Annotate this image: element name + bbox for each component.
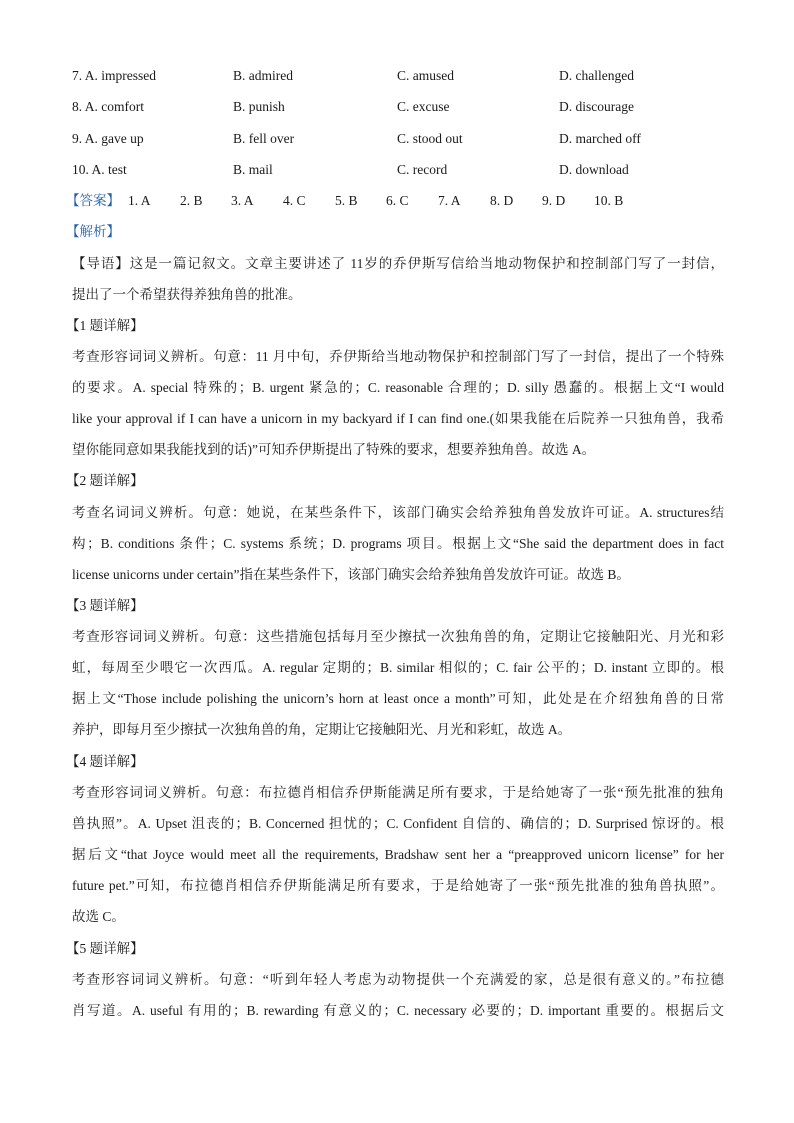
answer-item: 4. C: [283, 193, 306, 208]
option-c: C. stood out: [397, 131, 463, 146]
section-line: 考查名词词义辨析。句意：她说，在某些条件下，该部门确实会给养独角兽发放许可证。A. structures结: [72, 505, 724, 520]
section-line: 据上文“Those include polishing the unicorn’s horn at least once a month”可知，此处是在介绍独角兽的日常: [72, 691, 724, 706]
option-d: D. discourage: [559, 99, 634, 114]
intro-tag: 【导语】: [72, 256, 130, 271]
answer-item: 3. A: [231, 193, 254, 208]
section-line: 考查形容词词义辨析。句意：11 月中旬，乔伊斯给当地动物保护和控制部门写了一封信，提出了一个特殊: [72, 349, 724, 364]
option-b: B. punish: [233, 99, 285, 114]
section-title: 【2 题详解】: [66, 473, 144, 488]
intro-line: 【导语】这是一篇记叙文。文章主要讲述了 11岁的乔伊斯写信给当地动物保护和控制部门写了一封信，: [72, 256, 725, 271]
intro-line: 提出了一个希望获得养独角兽的批准。: [72, 287, 302, 302]
section-line: license unicorns under certain”指在某些条件下，该部门确实会给养独角兽发放许可证。故选 B。: [72, 567, 630, 582]
section-line: 肖写道。A. useful 有用的；B. rewarding 有意义的；C. necessary 必要的；D. important 重要的。根据后文: [72, 1003, 724, 1018]
option-a: 10. A. test: [72, 162, 127, 177]
option-b: B. mail: [233, 162, 273, 177]
answer-key: [66, 191, 624, 211]
section-title: 【1 题详解】: [66, 318, 144, 333]
option-d: D. challenged: [559, 68, 634, 83]
option-a: 9. A. gave up: [72, 131, 144, 146]
section-line: like your approval if I can have a unicorn in my backyard if I can find one.(如果我能在后院养一只独角兽，我希: [72, 411, 724, 426]
option-d: D. marched off: [559, 131, 641, 146]
section-line: 构；B. conditions 条件；C. systems 系统；D. programs 项目。根据上文“She said the department does in fact: [72, 536, 724, 551]
answer-item: 6. C: [386, 193, 409, 208]
section-line: 故选 C。: [72, 909, 125, 924]
option-c: C. record: [397, 162, 448, 177]
answer-item: 9. D: [542, 193, 566, 208]
section-line: 考查形容词词义辨析。句意：这些措施包括每月至少擦拭一次独角兽的角，定期让它接触阳光、月光和彩: [72, 629, 724, 644]
answer-item: 10. B: [594, 193, 624, 208]
section-line: 养护，即每月至少擦拭一次独角兽的角，定期让它接触阳光、月光和彩虹，故选 A。: [72, 722, 572, 737]
option-b: B. fell over: [233, 131, 295, 146]
answer-tag: 【答案】: [66, 193, 120, 208]
section-title: 【5 题详解】: [66, 941, 144, 956]
option-d: D. download: [559, 162, 629, 177]
answer-item: 8. D: [490, 193, 514, 208]
answer-item: 2. B: [180, 193, 203, 208]
section-title: 【4 题详解】: [66, 754, 144, 769]
section-line: 兽执照”。A. Upset 沮丧的；B. Concerned 担忧的；C. Confident 自信的、确信的；D. Surprised 惊讶的。根: [72, 816, 724, 831]
section-line: 据后文“that Joyce would meet all the requirements, Bradshaw sent her a “preapproved unicorn license” for her: [72, 847, 724, 862]
analysis-tag: 【解析】: [66, 224, 120, 239]
section-line: future pet.”可知，布拉德肖相信乔伊斯能满足所有要求，于是给她寄了一张“预先批准的独角兽执照”。: [72, 878, 724, 893]
option-a: 7. A. impressed: [72, 68, 156, 83]
section-line: 虹，每周至少喂它一次西瓜。A. regular 定期的；B. similar 相似的；C. fair 公平的；D. instant 立即的。根: [72, 660, 724, 675]
answer-item: 7. A: [438, 193, 461, 208]
section-line: 考查形容词词义辨析。句意：布拉德肖相信乔伊斯能满足所有要求，于是给她寄了一张“预先批准的独角: [72, 785, 724, 800]
answer-item: 5. B: [335, 193, 358, 208]
section-line: 的要求。A. special 特殊的；B. urgent 紧急的；C. reasonable 合理的；D. silly 愚蠢的。根据上文“I would: [72, 380, 724, 395]
option-b: B. admired: [233, 68, 293, 83]
section-line: 望你能同意如果我能找到的话)”可知乔伊斯提出了特殊的要求，想要养独角兽。故选 A。: [72, 442, 596, 457]
answer-item: 1. A: [128, 193, 151, 208]
option-a: 8. A. comfort: [72, 99, 144, 114]
option-c: C. excuse: [397, 99, 450, 114]
option-c: C. amused: [397, 68, 454, 83]
section-title: 【3 题详解】: [66, 598, 144, 613]
section-line: 考查形容词词义辨析。句意：“听到年轻人考虑为动物提供一个充满爱的家，总是很有意义的。”布拉德: [72, 972, 724, 987]
